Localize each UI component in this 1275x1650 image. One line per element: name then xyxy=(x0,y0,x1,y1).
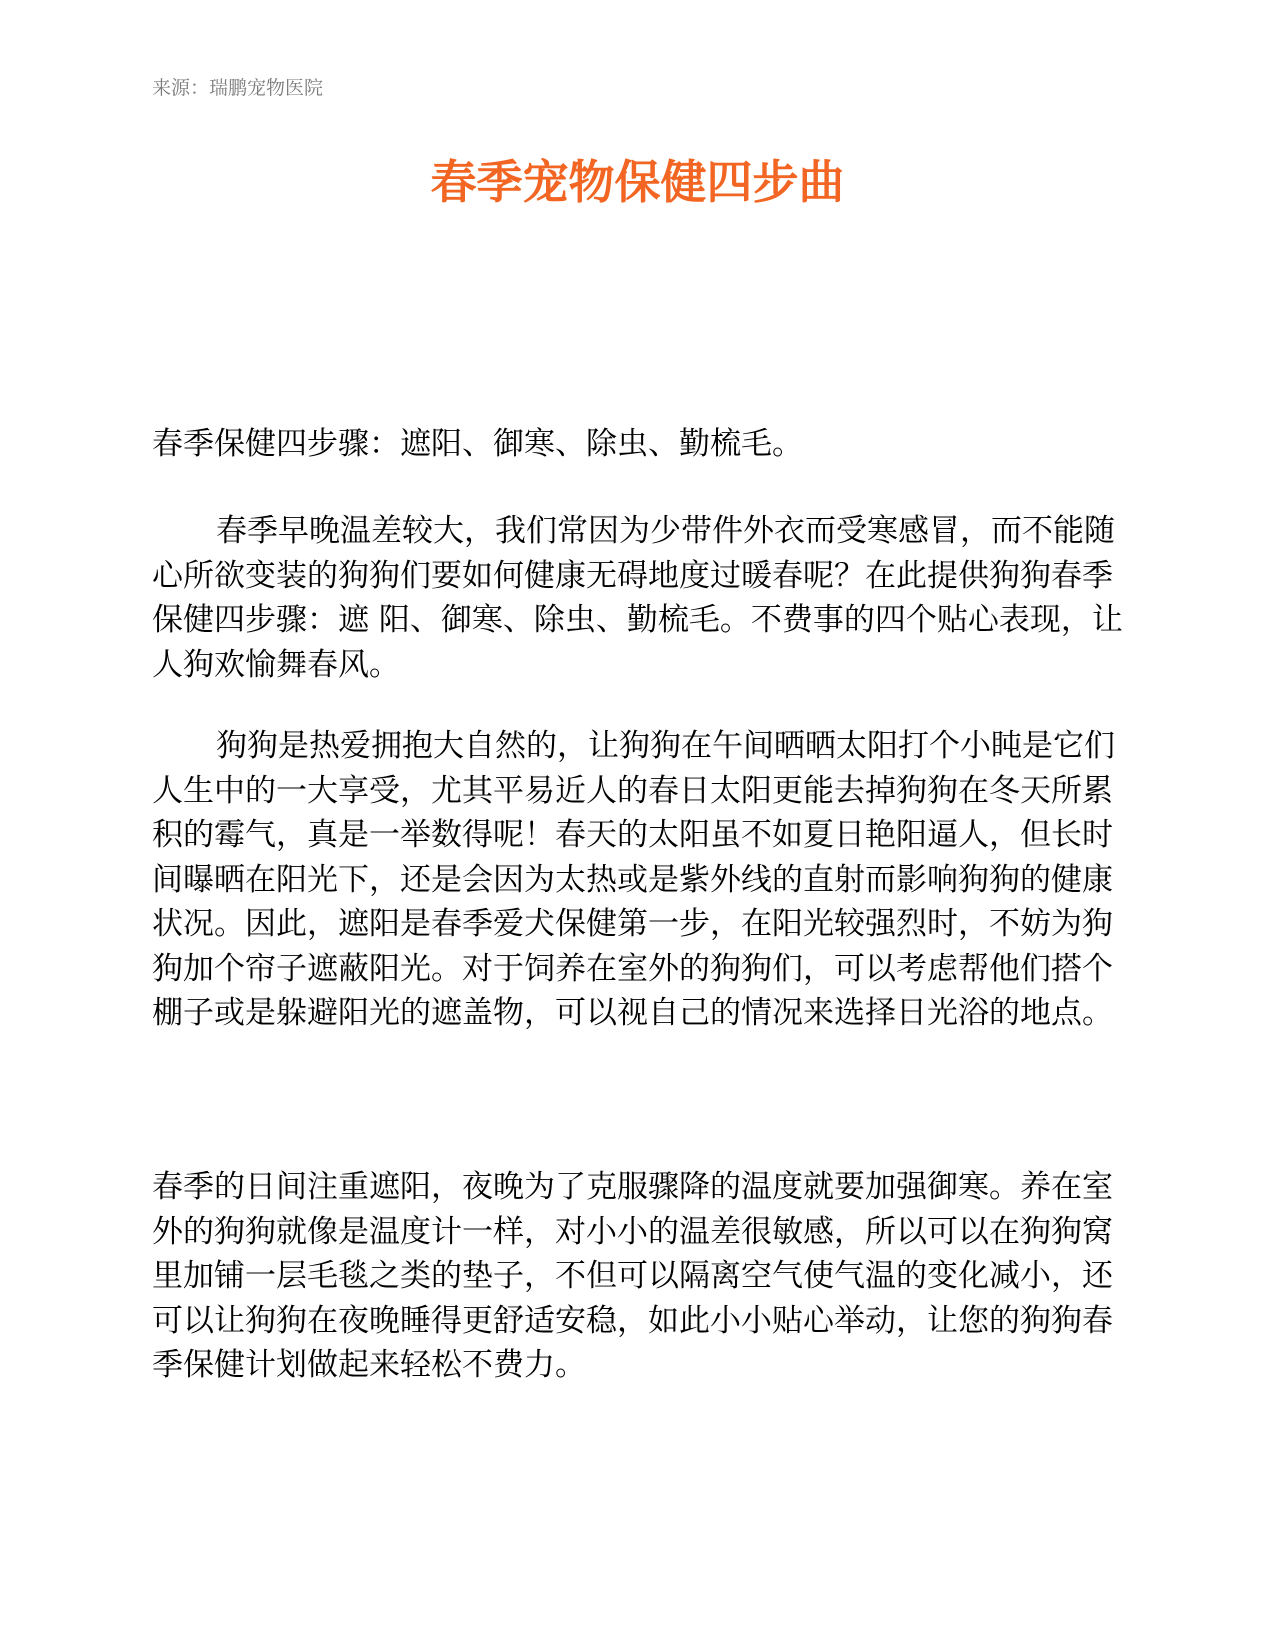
source-label: 来源：瑞鹏宠物医院 xyxy=(152,77,324,99)
paragraph-sunshade: 狗狗是热爱拥抱大自然的，让狗狗在午间晒晒太阳打个小盹是它们人生中的一大享受，尤其平易近人的春日太阳更能去掉狗狗在冬天所累积的霉气，真是一举数得呢！春天的太阳虽不如夏日艳阳逼人，但长时间曝晒在阳光下，还是会因为太热或是紫外线的直射而影响狗狗的健康状况。因此，遮阳是春季爱犬保健第一步，在阳光较强烈时，不妨为狗狗加个帘子遮蔽阳光。对于饲养在室外的狗狗们，可以考虑帮他们搭个棚子或是躲避阳光的遮盖物，可以视自己的情况来选择日光浴的地点。 xyxy=(152,728,1115,1031)
paragraph-intro: 春季早晚温差较大，我们常因为少带件外衣而受寒感冒，而不能随心所欲变装的狗狗们要如何健康无碍地度过暖春呢？在此提供狗狗春季保健四步骤：遮 阳、御寒、除虫、勤梳毛。不费事的四个贴心表现，让人狗欢愉舞春风。 xyxy=(152,513,1123,683)
summary-paragraph: 春季保健四步骤：遮阳、御寒、除虫、勤梳毛。 xyxy=(152,426,803,462)
page-title: 春季宠物保健四步曲 xyxy=(430,155,845,209)
paragraph-cold-protection: 春季的日间注重遮阳，夜晚为了克服骤降的温度就要加强御寒。养在室外的狗狗就像是温度计一样，对小小的温差很敏感，所以可以在狗狗窝里加铺一层毛毯之类的垫子，不但可以隔离空气使气温的变化减小，还可以让狗狗在夜晚睡得更舒适安稳，如此小小贴心举动，让您的狗狗春季保健计划做起来轻松不费力。 xyxy=(152,1169,1113,1383)
